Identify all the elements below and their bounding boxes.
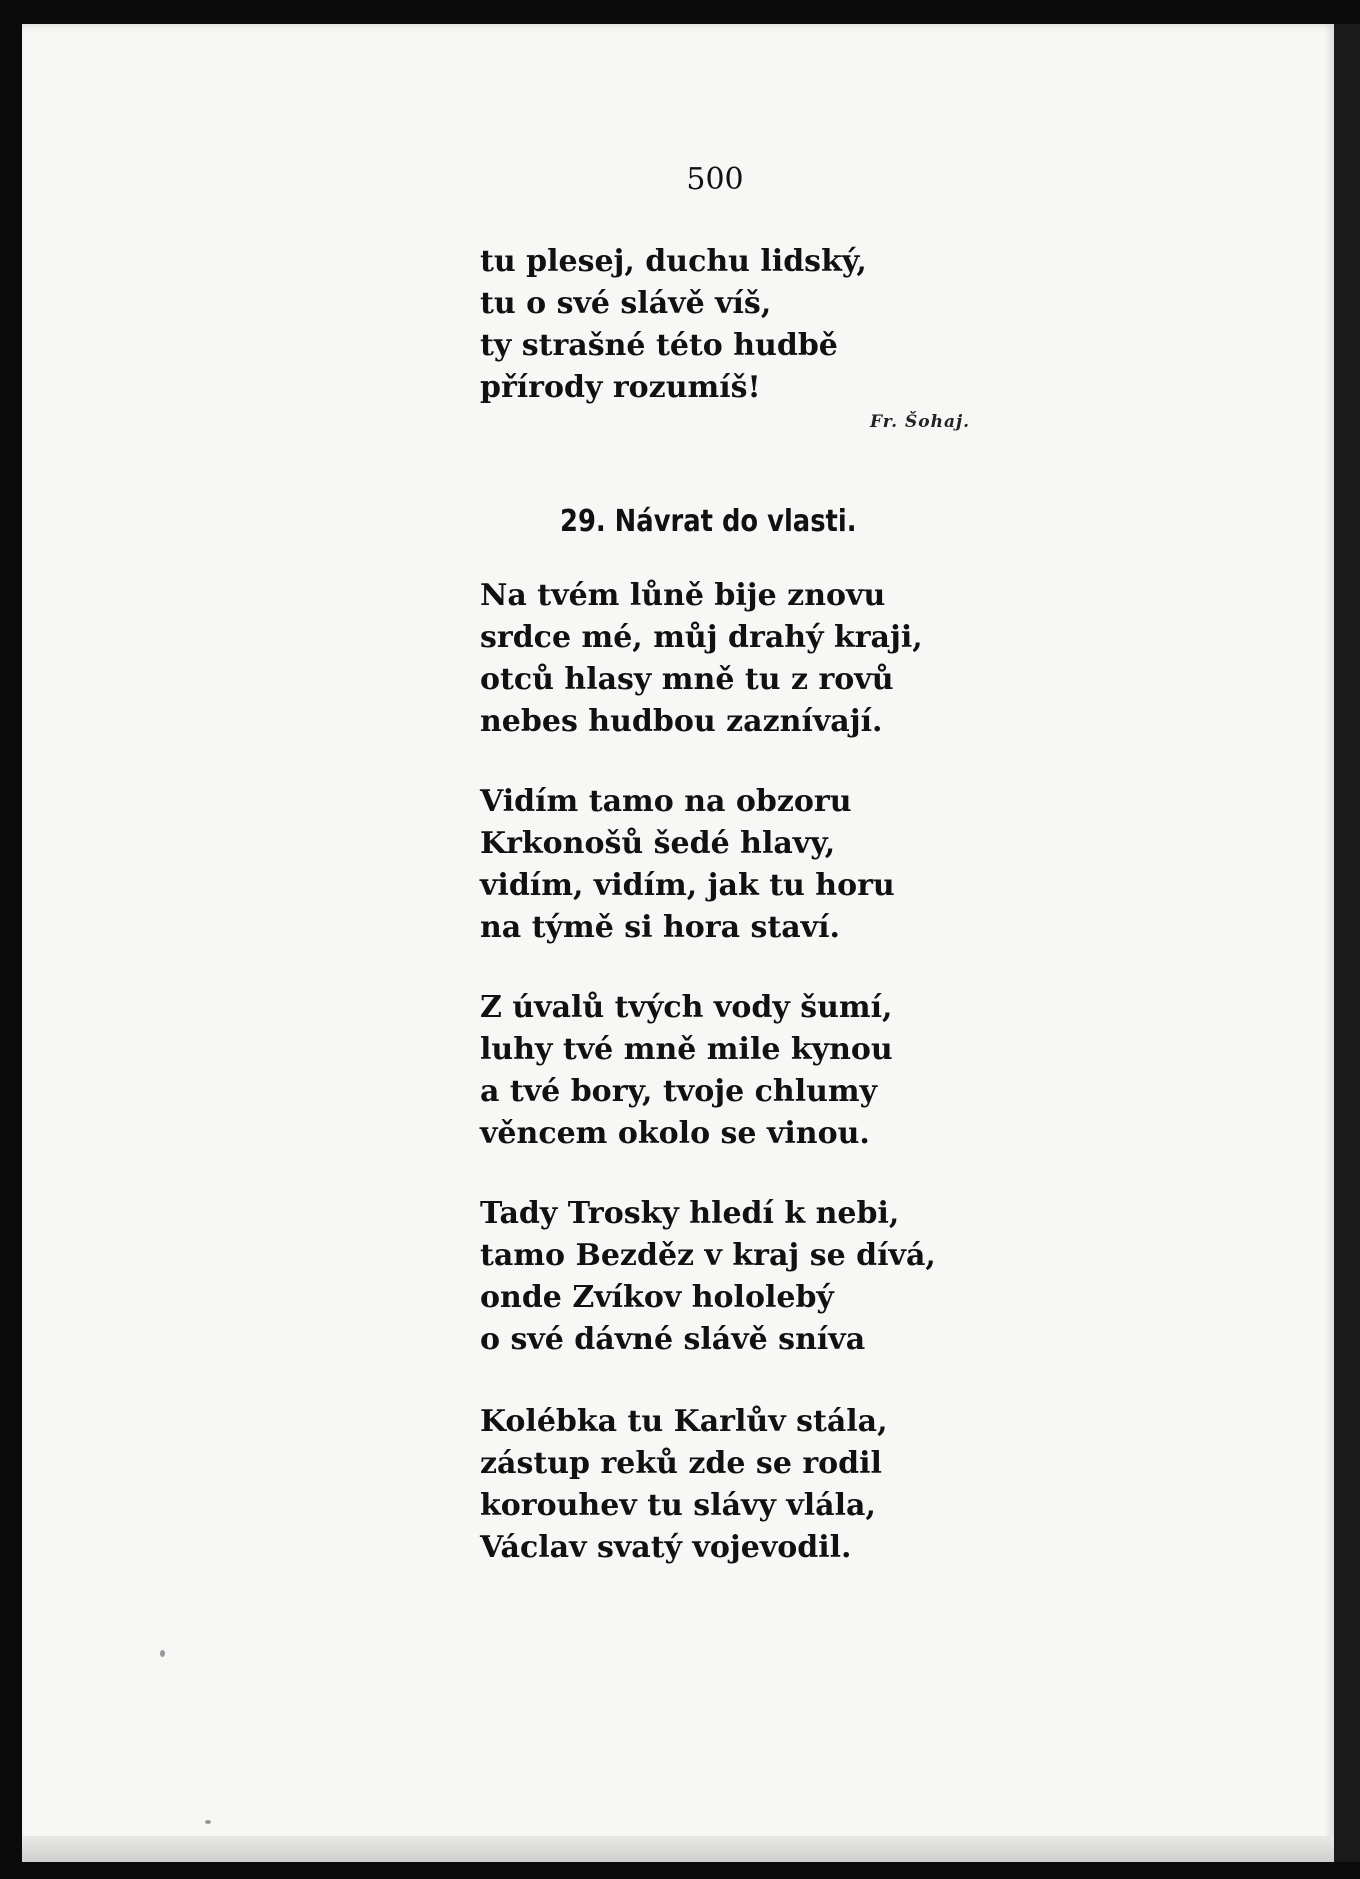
verse-line: nebes hudbou zaznívají. [480, 704, 883, 739]
poem-title: 29. Návrat do vlasti. [560, 504, 857, 539]
paper-speck [205, 1820, 211, 1824]
verse-line: onde Zvíkov hololebý [480, 1280, 834, 1315]
verse-line: Na tvém lůně bije znovu [480, 578, 886, 613]
verse-line: ty strašné této hudbě [480, 328, 838, 363]
verse-line: přírody rozumíš! [480, 370, 761, 405]
verse-line: otců hlasy mně tu z rovů [480, 662, 894, 697]
verse-line: zástup reků zde se rodil [480, 1446, 882, 1481]
verse-line: na týmě si hora staví. [480, 910, 840, 945]
verse-line: Václav svatý vojevodil. [480, 1530, 852, 1565]
verse-line: Vidím tamo na obzoru [480, 784, 852, 819]
verse-line: o své dávné slávě sníva [480, 1322, 866, 1357]
page-bottom-edge [22, 1836, 1334, 1862]
page-number: 500 [686, 162, 744, 197]
verse-line: věncem okolo se vinou. [480, 1116, 870, 1151]
verse-line: tamo Bezděz v kraj se dívá, [480, 1238, 936, 1273]
paper-speck [160, 1650, 165, 1657]
verse-line: Kolébka tu Karlův stála, [480, 1404, 888, 1439]
verse-line: luhy tvé mně mile kynou [480, 1032, 893, 1067]
verse-line: vidím, vidím, jak tu horu [480, 868, 895, 903]
verse-line: Krkonošů šedé hlavy, [480, 826, 836, 861]
verse-line: Tady Trosky hledí k nebi, [480, 1196, 900, 1231]
verse-line: tu plesej, duchu lidský, [480, 244, 867, 279]
author-signature: Fr. Šohaj. [870, 412, 971, 432]
verse-line: a tvé bory, tvoje chlumy [480, 1074, 878, 1109]
verse-line: korouhev tu slávy vlála, [480, 1488, 876, 1523]
verse-line: Z úvalů tvých vody šumí, [480, 990, 893, 1025]
page-edge-shadow [1334, 24, 1360, 1862]
verse-line: srdce mé, můj drahý kraji, [480, 620, 923, 655]
verse-line: tu o své slávě víš, [480, 286, 772, 321]
